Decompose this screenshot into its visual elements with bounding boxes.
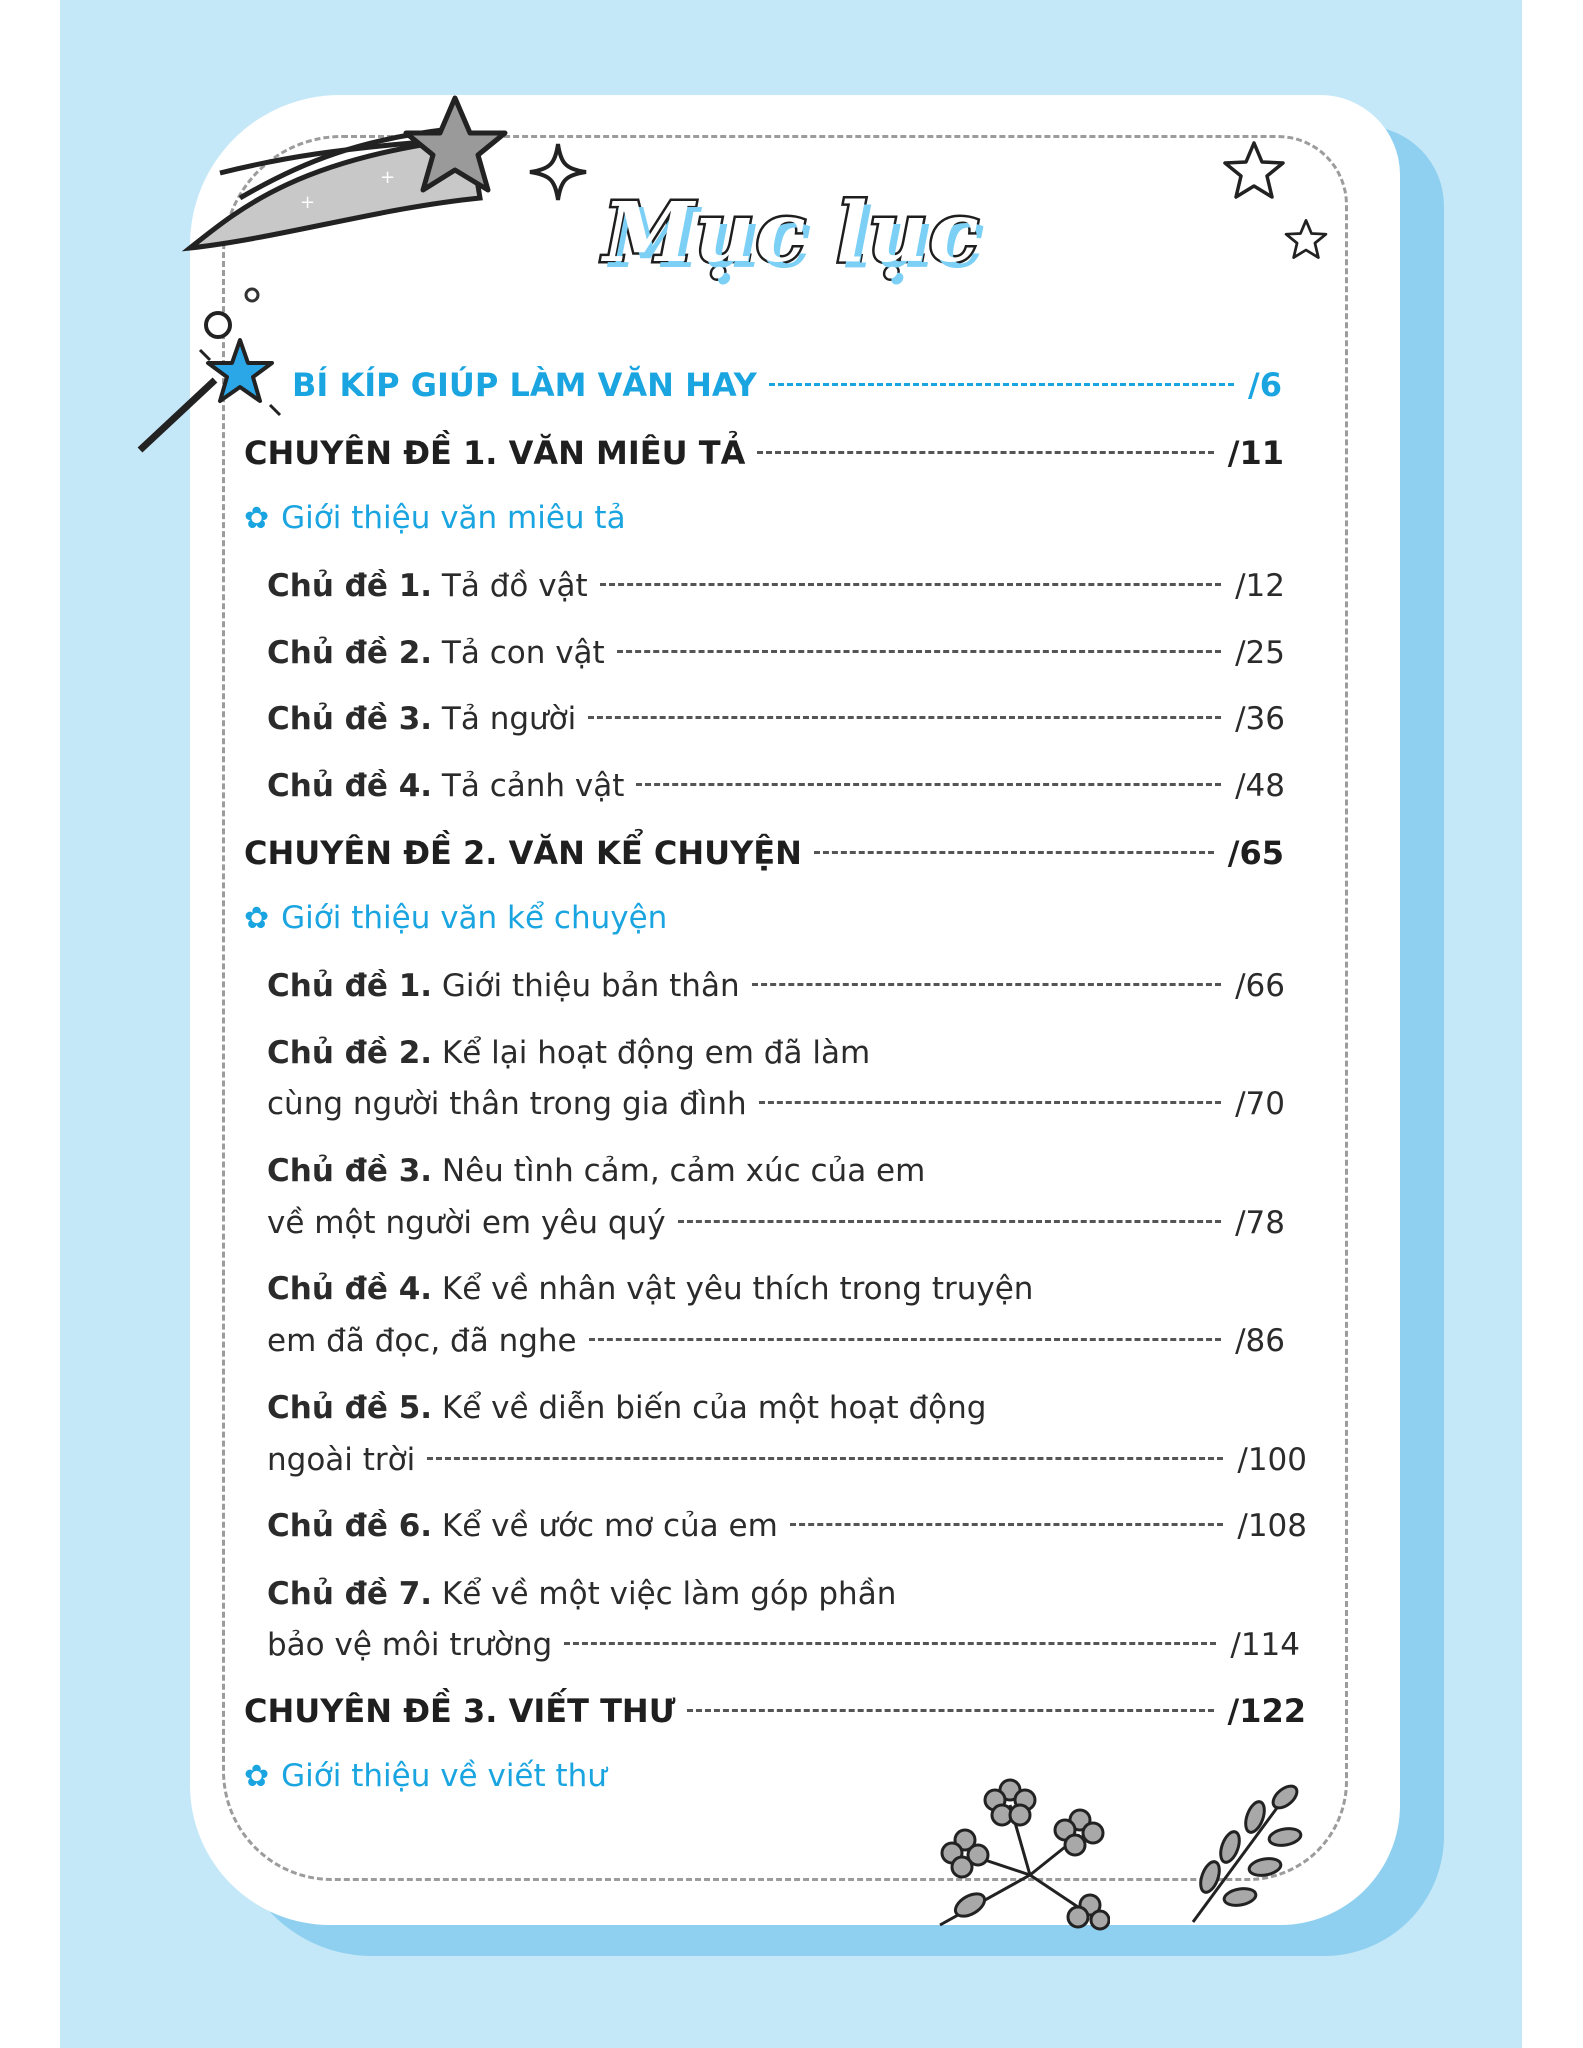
- chapter-title: CHUYÊN ĐỀ 1. VĂN MIÊU TẢ: [244, 434, 746, 472]
- magic-wand-icon: [130, 305, 290, 455]
- intro-text: Giới thiệu về viết thư: [281, 1758, 607, 1794]
- flower-bullet-icon: ✿: [244, 500, 270, 536]
- toc-entry[interactable]: Chủ đề 3. Tả người /36: [267, 701, 1285, 737]
- page-number: /86: [1235, 1323, 1285, 1359]
- toc-chapter-3[interactable]: [244, 1692, 1306, 1730]
- dotted-leader: [757, 451, 1213, 454]
- dotted-leader: [617, 650, 1221, 653]
- toc-entry-line1[interactable]: Chủ đề 4. Kể về nhân vật yêu thích trong truyện: [267, 1271, 1034, 1307]
- dotted-leader: [427, 1457, 1223, 1460]
- page-number: /100: [1237, 1442, 1307, 1478]
- dotted-leader: [564, 1642, 1216, 1645]
- page-number: /12: [1235, 568, 1285, 604]
- svg-text:+: +: [380, 167, 396, 188]
- toc-entry[interactable]: Chủ đề 1. Tả đồ vật /12: [267, 568, 1285, 604]
- chapter-title: CHUYÊN ĐỀ 3. VIẾT THƯ: [244, 1692, 676, 1730]
- page-number: /36: [1235, 701, 1285, 737]
- intro-item[interactable]: [244, 1758, 607, 1794]
- intro-item[interactable]: [244, 900, 667, 936]
- entry-title: BÍ KÍP GIÚP LÀM VĂN HAY: [292, 366, 757, 404]
- flower-branch-icon: [930, 1765, 1110, 1940]
- toc-entry[interactable]: ngoài trời /100: [267, 1442, 1307, 1478]
- toc-entry-line1[interactable]: Chủ đề 3. Nêu tình cảm, cảm xúc của em: [267, 1153, 926, 1189]
- page-number: /114: [1230, 1627, 1300, 1663]
- intro-text: Giới thiệu văn kể chuyện: [281, 900, 668, 936]
- toc-chapter-1[interactable]: [244, 434, 1284, 472]
- intro-item[interactable]: [244, 500, 626, 536]
- dotted-leader: [600, 583, 1221, 586]
- toc-entry[interactable]: về một người em yêu quý /78: [267, 1205, 1285, 1241]
- svg-text:+: +: [300, 192, 316, 213]
- dotted-leader: [759, 1101, 1221, 1104]
- toc-entry[interactable]: Chủ đề 6. Kể về ước mơ của em /108: [267, 1508, 1307, 1544]
- toc-entry-line1[interactable]: Chủ đề 7. Kể về một việc làm góp phần: [267, 1576, 897, 1612]
- page-number: /25: [1235, 635, 1285, 671]
- dotted-leader: [752, 983, 1222, 986]
- dotted-leader: [636, 783, 1221, 786]
- page-number: /48: [1235, 768, 1285, 804]
- intro-text: Giới thiệu văn miêu tả: [281, 500, 626, 536]
- flower-bullet-icon: ✿: [244, 1758, 270, 1794]
- page-number: /65: [1227, 834, 1284, 872]
- toc-chapter-2[interactable]: [244, 834, 1284, 872]
- flower-bullet-icon: ✿: [244, 900, 270, 936]
- page-number: /70: [1235, 1086, 1285, 1122]
- dotted-leader: [589, 1338, 1221, 1341]
- page-number: /108: [1237, 1508, 1307, 1544]
- dotted-leader: [678, 1220, 1222, 1223]
- dotted-leader: [687, 1709, 1213, 1712]
- toc-entry[interactable]: cùng người thân trong gia đình /70: [267, 1086, 1285, 1122]
- toc-entry[interactable]: Chủ đề 1. Giới thiệu bản thân /66: [267, 968, 1285, 1004]
- small-circle-icon: [242, 285, 262, 305]
- page-number: /78: [1235, 1205, 1285, 1241]
- page-number: /66: [1235, 968, 1285, 1004]
- leaf-branch-icon: [1185, 1782, 1305, 1927]
- chapter-title: CHUYÊN ĐỀ 2. VĂN KỂ CHUYỆN: [244, 834, 802, 872]
- toc-entry-line1[interactable]: Chủ đề 2. Kể lại hoạt động em đã làm: [267, 1035, 871, 1071]
- dotted-leader: [790, 1523, 1224, 1526]
- toc-entry[interactable]: Chủ đề 2. Tả con vật /25: [267, 635, 1285, 671]
- page-number: /11: [1227, 434, 1284, 472]
- page-title: Mục lục: [603, 185, 980, 281]
- page-number: /122: [1227, 1692, 1306, 1730]
- dotted-leader: [814, 851, 1214, 854]
- page-number: /6: [1248, 366, 1282, 404]
- toc-entry-special[interactable]: [292, 366, 1282, 404]
- toc-entry-line1[interactable]: Chủ đề 5. Kể về diễn biến của một hoạt động: [267, 1390, 987, 1426]
- dotted-leader: [588, 716, 1221, 719]
- toc-entry[interactable]: Chủ đề 4. Tả cảnh vật /48: [267, 768, 1285, 804]
- toc-entry[interactable]: bảo vệ môi trường /114: [267, 1627, 1300, 1663]
- toc-entry[interactable]: em đã đọc, đã nghe /86: [267, 1323, 1285, 1359]
- dotted-leader: [769, 383, 1234, 386]
